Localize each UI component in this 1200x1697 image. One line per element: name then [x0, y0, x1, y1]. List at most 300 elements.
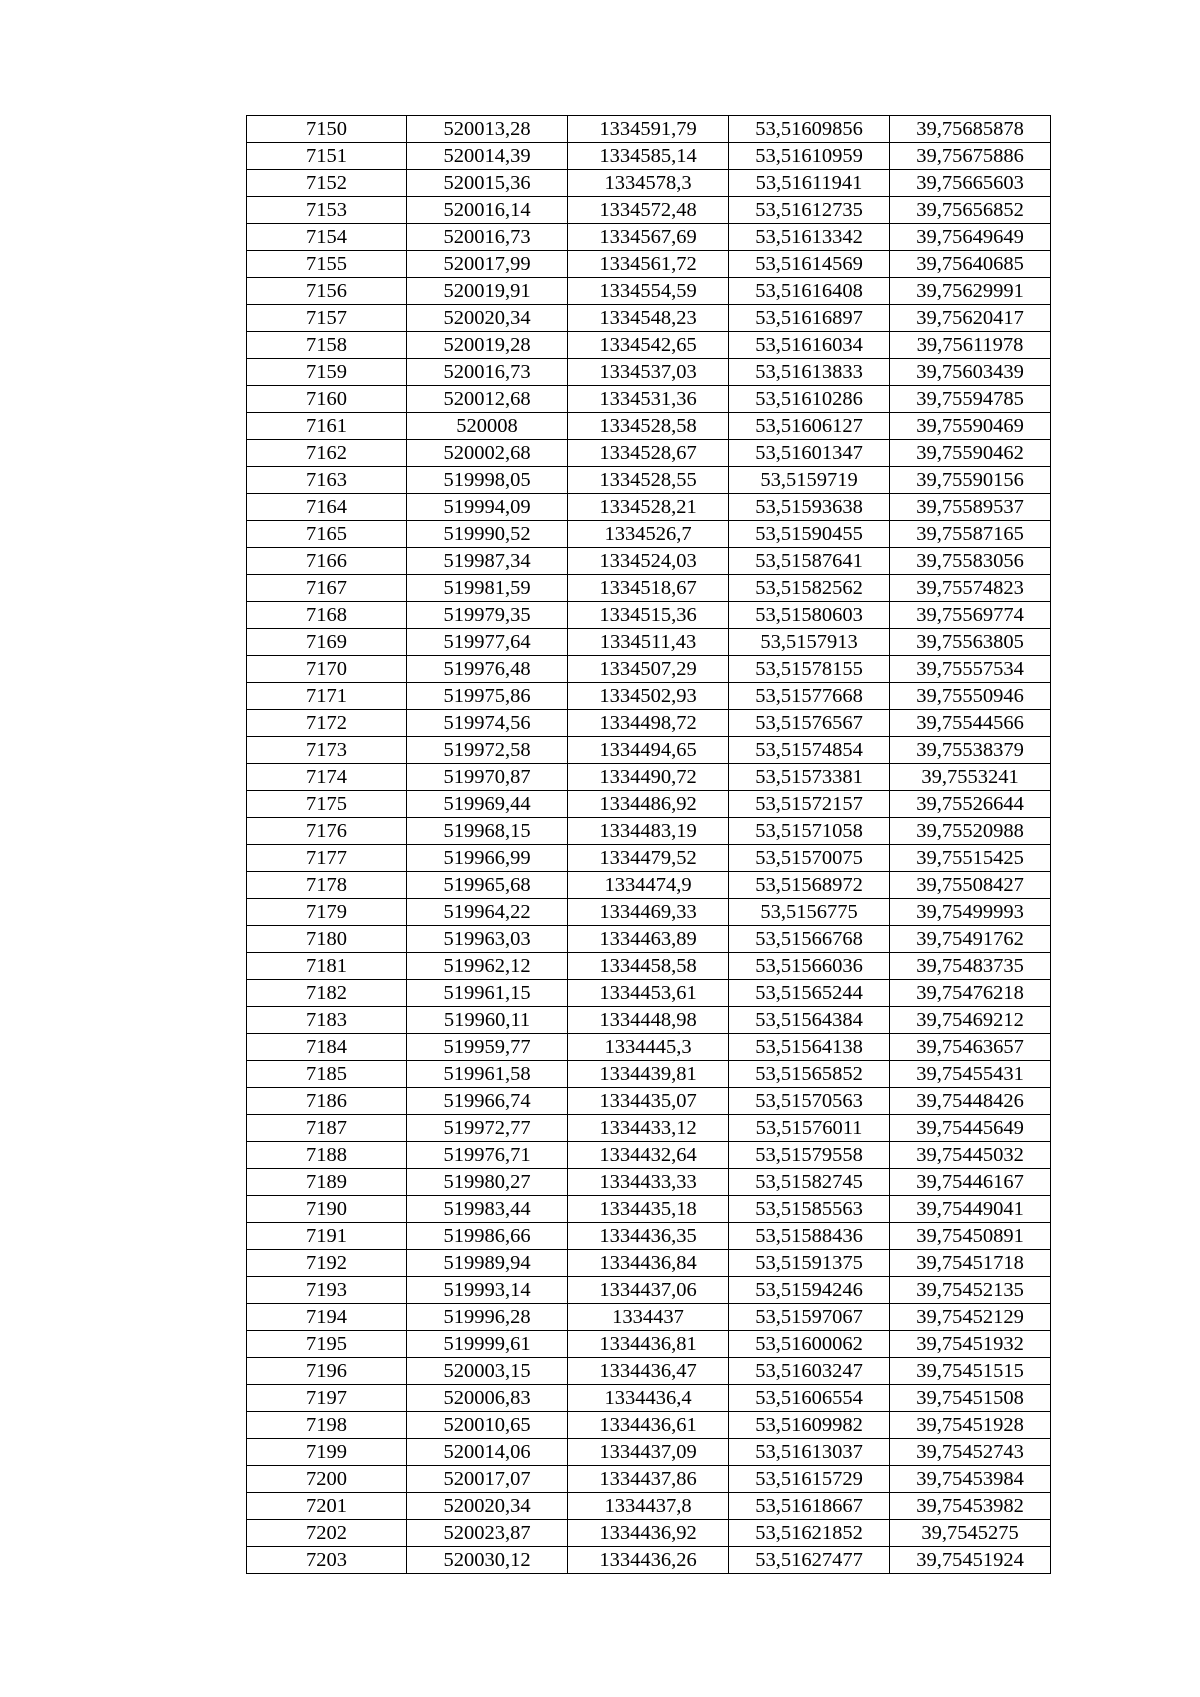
x-coordinate-cell: 520008 — [407, 413, 568, 440]
latitude-cell: 53,51582745 — [729, 1169, 890, 1196]
longitude-cell: 39,75455431 — [890, 1061, 1051, 1088]
x-coordinate-cell: 519980,27 — [407, 1169, 568, 1196]
x-coordinate-cell: 520006,83 — [407, 1385, 568, 1412]
latitude-cell: 53,5157913 — [729, 629, 890, 656]
table-row — [247, 980, 1051, 1007]
latitude-cell: 53,51576011 — [729, 1115, 890, 1142]
latitude-cell: 53,51587641 — [729, 548, 890, 575]
longitude-cell: 39,75451924 — [890, 1547, 1051, 1574]
x-coordinate-cell: 519975,86 — [407, 683, 568, 710]
latitude-cell: 53,51606554 — [729, 1385, 890, 1412]
point-number-cell: 7178 — [247, 872, 407, 899]
table-row — [247, 953, 1051, 980]
x-coordinate-cell: 520019,28 — [407, 332, 568, 359]
latitude-cell: 53,51609982 — [729, 1412, 890, 1439]
x-coordinate-cell: 519990,52 — [407, 521, 568, 548]
longitude-cell: 39,75452743 — [890, 1439, 1051, 1466]
y-coordinate-cell: 1334528,67 — [568, 440, 729, 467]
y-coordinate-cell: 1334511,43 — [568, 629, 729, 656]
y-coordinate-cell: 1334518,67 — [568, 575, 729, 602]
y-coordinate-cell: 1334479,52 — [568, 845, 729, 872]
table-row — [247, 251, 1051, 278]
x-coordinate-cell: 519981,59 — [407, 575, 568, 602]
table-row — [247, 1061, 1051, 1088]
longitude-cell: 39,75448426 — [890, 1088, 1051, 1115]
table-row — [247, 116, 1051, 143]
x-coordinate-cell: 520013,28 — [407, 116, 568, 143]
x-coordinate-cell: 520017,07 — [407, 1466, 568, 1493]
x-coordinate-cell: 520016,73 — [407, 359, 568, 386]
y-coordinate-cell: 1334469,33 — [568, 899, 729, 926]
x-coordinate-cell: 520003,15 — [407, 1358, 568, 1385]
x-coordinate-cell: 519993,14 — [407, 1277, 568, 1304]
latitude-cell: 53,51588436 — [729, 1223, 890, 1250]
latitude-cell: 53,51615729 — [729, 1466, 890, 1493]
table-row — [247, 1196, 1051, 1223]
table-row — [247, 1277, 1051, 1304]
coordinates-table — [246, 115, 1051, 1574]
y-coordinate-cell: 1334531,36 — [568, 386, 729, 413]
longitude-cell: 39,75451928 — [890, 1412, 1051, 1439]
x-coordinate-cell: 520019,91 — [407, 278, 568, 305]
point-number-cell: 7152 — [247, 170, 407, 197]
table-row — [247, 467, 1051, 494]
y-coordinate-cell: 1334436,4 — [568, 1385, 729, 1412]
point-number-cell: 7173 — [247, 737, 407, 764]
point-number-cell: 7163 — [247, 467, 407, 494]
x-coordinate-cell: 519965,68 — [407, 872, 568, 899]
table-row — [247, 1034, 1051, 1061]
table-row — [247, 278, 1051, 305]
y-coordinate-cell: 1334437 — [568, 1304, 729, 1331]
longitude-cell: 39,75656852 — [890, 197, 1051, 224]
point-number-cell: 7164 — [247, 494, 407, 521]
y-coordinate-cell: 1334436,61 — [568, 1412, 729, 1439]
longitude-cell: 39,75520988 — [890, 818, 1051, 845]
point-number-cell: 7162 — [247, 440, 407, 467]
y-coordinate-cell: 1334524,03 — [568, 548, 729, 575]
y-coordinate-cell: 1334494,65 — [568, 737, 729, 764]
table-row — [247, 494, 1051, 521]
y-coordinate-cell: 1334515,36 — [568, 602, 729, 629]
latitude-cell: 53,51597067 — [729, 1304, 890, 1331]
longitude-cell: 39,75589537 — [890, 494, 1051, 521]
y-coordinate-cell: 1334507,29 — [568, 656, 729, 683]
point-number-cell: 7191 — [247, 1223, 407, 1250]
point-number-cell: 7193 — [247, 1277, 407, 1304]
table-row — [247, 1520, 1051, 1547]
table-row — [247, 1142, 1051, 1169]
longitude-cell: 39,75469212 — [890, 1007, 1051, 1034]
longitude-cell: 39,75611978 — [890, 332, 1051, 359]
point-number-cell: 7170 — [247, 656, 407, 683]
table-row — [247, 818, 1051, 845]
table-row — [247, 386, 1051, 413]
y-coordinate-cell: 1334561,72 — [568, 251, 729, 278]
longitude-cell: 39,75538379 — [890, 737, 1051, 764]
longitude-cell: 39,75574823 — [890, 575, 1051, 602]
x-coordinate-cell: 519974,56 — [407, 710, 568, 737]
longitude-cell: 39,75665603 — [890, 170, 1051, 197]
latitude-cell: 53,51603247 — [729, 1358, 890, 1385]
y-coordinate-cell: 1334528,55 — [568, 467, 729, 494]
coordinates-table-body — [247, 116, 1051, 1574]
point-number-cell: 7172 — [247, 710, 407, 737]
x-coordinate-cell: 520014,06 — [407, 1439, 568, 1466]
x-coordinate-cell: 519963,03 — [407, 926, 568, 953]
x-coordinate-cell: 519966,99 — [407, 845, 568, 872]
table-row — [247, 1466, 1051, 1493]
point-number-cell: 7201 — [247, 1493, 407, 1520]
longitude-cell: 39,75515425 — [890, 845, 1051, 872]
latitude-cell: 53,51566768 — [729, 926, 890, 953]
latitude-cell: 53,51594246 — [729, 1277, 890, 1304]
point-number-cell: 7198 — [247, 1412, 407, 1439]
latitude-cell: 53,51613037 — [729, 1439, 890, 1466]
y-coordinate-cell: 1334567,69 — [568, 224, 729, 251]
point-number-cell: 7192 — [247, 1250, 407, 1277]
table-row — [247, 305, 1051, 332]
y-coordinate-cell: 1334572,48 — [568, 197, 729, 224]
table-row — [247, 1223, 1051, 1250]
longitude-cell: 39,75446167 — [890, 1169, 1051, 1196]
longitude-cell: 39,75640685 — [890, 251, 1051, 278]
point-number-cell: 7202 — [247, 1520, 407, 1547]
x-coordinate-cell: 519996,28 — [407, 1304, 568, 1331]
longitude-cell: 39,75445649 — [890, 1115, 1051, 1142]
latitude-cell: 53,51612735 — [729, 197, 890, 224]
table-row — [247, 521, 1051, 548]
latitude-cell: 53,51590455 — [729, 521, 890, 548]
longitude-cell: 39,75675886 — [890, 143, 1051, 170]
latitude-cell: 53,51565852 — [729, 1061, 890, 1088]
x-coordinate-cell: 520016,73 — [407, 224, 568, 251]
x-coordinate-cell: 519976,48 — [407, 656, 568, 683]
longitude-cell: 39,75587165 — [890, 521, 1051, 548]
latitude-cell: 53,51610286 — [729, 386, 890, 413]
x-coordinate-cell: 520030,12 — [407, 1547, 568, 1574]
longitude-cell: 39,75451718 — [890, 1250, 1051, 1277]
y-coordinate-cell: 1334433,12 — [568, 1115, 729, 1142]
table-row — [247, 1385, 1051, 1412]
table-row — [247, 1358, 1051, 1385]
table-row — [247, 764, 1051, 791]
y-coordinate-cell: 1334436,92 — [568, 1520, 729, 1547]
y-coordinate-cell: 1334498,72 — [568, 710, 729, 737]
longitude-cell: 39,75620417 — [890, 305, 1051, 332]
point-number-cell: 7155 — [247, 251, 407, 278]
latitude-cell: 53,51566036 — [729, 953, 890, 980]
latitude-cell: 53,51570075 — [729, 845, 890, 872]
point-number-cell: 7194 — [247, 1304, 407, 1331]
table-row — [247, 845, 1051, 872]
table-row — [247, 413, 1051, 440]
x-coordinate-cell: 519961,15 — [407, 980, 568, 1007]
longitude-cell: 39,75463657 — [890, 1034, 1051, 1061]
table-row — [247, 629, 1051, 656]
longitude-cell: 39,75544566 — [890, 710, 1051, 737]
x-coordinate-cell: 519972,58 — [407, 737, 568, 764]
x-coordinate-cell: 520015,36 — [407, 170, 568, 197]
y-coordinate-cell: 1334436,84 — [568, 1250, 729, 1277]
longitude-cell: 39,75583056 — [890, 548, 1051, 575]
table-row — [247, 791, 1051, 818]
x-coordinate-cell: 519977,64 — [407, 629, 568, 656]
x-coordinate-cell: 519987,34 — [407, 548, 568, 575]
x-coordinate-cell: 519999,61 — [407, 1331, 568, 1358]
y-coordinate-cell: 1334554,59 — [568, 278, 729, 305]
x-coordinate-cell: 519966,74 — [407, 1088, 568, 1115]
x-coordinate-cell: 520016,14 — [407, 197, 568, 224]
table-row — [247, 332, 1051, 359]
table-row — [247, 1412, 1051, 1439]
longitude-cell: 39,75569774 — [890, 602, 1051, 629]
x-coordinate-cell: 519968,15 — [407, 818, 568, 845]
latitude-cell: 53,51606127 — [729, 413, 890, 440]
point-number-cell: 7157 — [247, 305, 407, 332]
latitude-cell: 53,51568972 — [729, 872, 890, 899]
point-number-cell: 7203 — [247, 1547, 407, 1574]
y-coordinate-cell: 1334437,06 — [568, 1277, 729, 1304]
y-coordinate-cell: 1334436,47 — [568, 1358, 729, 1385]
x-coordinate-cell: 520023,87 — [407, 1520, 568, 1547]
latitude-cell: 53,51627477 — [729, 1547, 890, 1574]
latitude-cell: 53,51616034 — [729, 332, 890, 359]
latitude-cell: 53,5156775 — [729, 899, 890, 926]
longitude-cell: 39,75590469 — [890, 413, 1051, 440]
latitude-cell: 53,51565244 — [729, 980, 890, 1007]
point-number-cell: 7161 — [247, 413, 407, 440]
point-number-cell: 7156 — [247, 278, 407, 305]
longitude-cell: 39,75452135 — [890, 1277, 1051, 1304]
y-coordinate-cell: 1334463,89 — [568, 926, 729, 953]
x-coordinate-cell: 519994,09 — [407, 494, 568, 521]
point-number-cell: 7187 — [247, 1115, 407, 1142]
y-coordinate-cell: 1334528,58 — [568, 413, 729, 440]
table-row — [247, 1304, 1051, 1331]
longitude-cell: 39,7545275 — [890, 1520, 1051, 1547]
x-coordinate-cell: 519970,87 — [407, 764, 568, 791]
x-coordinate-cell: 519989,94 — [407, 1250, 568, 1277]
y-coordinate-cell: 1334483,19 — [568, 818, 729, 845]
x-coordinate-cell: 519964,22 — [407, 899, 568, 926]
table-row — [247, 872, 1051, 899]
x-coordinate-cell: 519979,35 — [407, 602, 568, 629]
point-number-cell: 7183 — [247, 1007, 407, 1034]
y-coordinate-cell: 1334528,21 — [568, 494, 729, 521]
table-row — [247, 1547, 1051, 1574]
x-coordinate-cell: 520010,65 — [407, 1412, 568, 1439]
point-number-cell: 7188 — [247, 1142, 407, 1169]
point-number-cell: 7184 — [247, 1034, 407, 1061]
point-number-cell: 7176 — [247, 818, 407, 845]
y-coordinate-cell: 1334445,3 — [568, 1034, 729, 1061]
longitude-cell: 39,75499993 — [890, 899, 1051, 926]
point-number-cell: 7171 — [247, 683, 407, 710]
latitude-cell: 53,51577668 — [729, 683, 890, 710]
table-row — [247, 710, 1051, 737]
y-coordinate-cell: 1334548,23 — [568, 305, 729, 332]
table-row — [247, 1439, 1051, 1466]
table-row — [247, 548, 1051, 575]
point-number-cell: 7175 — [247, 791, 407, 818]
table-row — [247, 1250, 1051, 1277]
y-coordinate-cell: 1334436,81 — [568, 1331, 729, 1358]
latitude-cell: 53,51570563 — [729, 1088, 890, 1115]
point-number-cell: 7179 — [247, 899, 407, 926]
latitude-cell: 53,51582562 — [729, 575, 890, 602]
y-coordinate-cell: 1334433,33 — [568, 1169, 729, 1196]
longitude-cell: 39,75590462 — [890, 440, 1051, 467]
latitude-cell: 53,51614569 — [729, 251, 890, 278]
table-row — [247, 359, 1051, 386]
point-number-cell: 7169 — [247, 629, 407, 656]
x-coordinate-cell: 519961,58 — [407, 1061, 568, 1088]
latitude-cell: 53,51572157 — [729, 791, 890, 818]
point-number-cell: 7196 — [247, 1358, 407, 1385]
x-coordinate-cell: 520020,34 — [407, 305, 568, 332]
table-row — [247, 143, 1051, 170]
longitude-cell: 39,75603439 — [890, 359, 1051, 386]
table-row — [247, 737, 1051, 764]
table-row — [247, 899, 1051, 926]
point-number-cell: 7158 — [247, 332, 407, 359]
point-number-cell: 7177 — [247, 845, 407, 872]
longitude-cell: 39,7553241 — [890, 764, 1051, 791]
longitude-cell: 39,75563805 — [890, 629, 1051, 656]
longitude-cell: 39,75449041 — [890, 1196, 1051, 1223]
point-number-cell: 7197 — [247, 1385, 407, 1412]
latitude-cell: 53,51580603 — [729, 602, 890, 629]
point-number-cell: 7165 — [247, 521, 407, 548]
latitude-cell: 53,51609856 — [729, 116, 890, 143]
longitude-cell: 39,75476218 — [890, 980, 1051, 1007]
longitude-cell: 39,75508427 — [890, 872, 1051, 899]
y-coordinate-cell: 1334435,07 — [568, 1088, 729, 1115]
latitude-cell: 53,51618667 — [729, 1493, 890, 1520]
y-coordinate-cell: 1334448,98 — [568, 1007, 729, 1034]
point-number-cell: 7154 — [247, 224, 407, 251]
point-number-cell: 7195 — [247, 1331, 407, 1358]
table-row — [247, 1088, 1051, 1115]
table-row — [247, 170, 1051, 197]
latitude-cell: 53,51574854 — [729, 737, 890, 764]
point-number-cell: 7167 — [247, 575, 407, 602]
x-coordinate-cell: 520014,39 — [407, 143, 568, 170]
longitude-cell: 39,75452129 — [890, 1304, 1051, 1331]
x-coordinate-cell: 519986,66 — [407, 1223, 568, 1250]
y-coordinate-cell: 1334537,03 — [568, 359, 729, 386]
latitude-cell: 53,51579558 — [729, 1142, 890, 1169]
table-row — [247, 1493, 1051, 1520]
point-number-cell: 7200 — [247, 1466, 407, 1493]
point-number-cell: 7199 — [247, 1439, 407, 1466]
y-coordinate-cell: 1334437,09 — [568, 1439, 729, 1466]
point-number-cell: 7181 — [247, 953, 407, 980]
latitude-cell: 53,51576567 — [729, 710, 890, 737]
x-coordinate-cell: 519998,05 — [407, 467, 568, 494]
x-coordinate-cell: 519983,44 — [407, 1196, 568, 1223]
latitude-cell: 53,51591375 — [729, 1250, 890, 1277]
y-coordinate-cell: 1334578,3 — [568, 170, 729, 197]
longitude-cell: 39,75445032 — [890, 1142, 1051, 1169]
table-row — [247, 1007, 1051, 1034]
longitude-cell: 39,75590156 — [890, 467, 1051, 494]
y-coordinate-cell: 1334585,14 — [568, 143, 729, 170]
x-coordinate-cell: 520012,68 — [407, 386, 568, 413]
longitude-cell: 39,75451932 — [890, 1331, 1051, 1358]
point-number-cell: 7180 — [247, 926, 407, 953]
latitude-cell: 53,51616897 — [729, 305, 890, 332]
x-coordinate-cell: 519960,11 — [407, 1007, 568, 1034]
y-coordinate-cell: 1334436,26 — [568, 1547, 729, 1574]
longitude-cell: 39,75453982 — [890, 1493, 1051, 1520]
table-row — [247, 602, 1051, 629]
longitude-cell: 39,75483735 — [890, 953, 1051, 980]
point-number-cell: 7185 — [247, 1061, 407, 1088]
table-row — [247, 224, 1051, 251]
latitude-cell: 53,51613342 — [729, 224, 890, 251]
point-number-cell: 7174 — [247, 764, 407, 791]
table-row — [247, 1331, 1051, 1358]
point-number-cell: 7168 — [247, 602, 407, 629]
y-coordinate-cell: 1334591,79 — [568, 116, 729, 143]
x-coordinate-cell: 519962,12 — [407, 953, 568, 980]
table-row — [247, 197, 1051, 224]
longitude-cell: 39,75550946 — [890, 683, 1051, 710]
y-coordinate-cell: 1334490,72 — [568, 764, 729, 791]
y-coordinate-cell: 1334526,7 — [568, 521, 729, 548]
y-coordinate-cell: 1334437,86 — [568, 1466, 729, 1493]
longitude-cell: 39,75557534 — [890, 656, 1051, 683]
longitude-cell: 39,75450891 — [890, 1223, 1051, 1250]
longitude-cell: 39,75451508 — [890, 1385, 1051, 1412]
latitude-cell: 53,51571058 — [729, 818, 890, 845]
longitude-cell: 39,75649649 — [890, 224, 1051, 251]
latitude-cell: 53,5159719 — [729, 467, 890, 494]
longitude-cell: 39,75526644 — [890, 791, 1051, 818]
longitude-cell: 39,75491762 — [890, 926, 1051, 953]
latitude-cell: 53,51610959 — [729, 143, 890, 170]
table-row — [247, 683, 1051, 710]
latitude-cell: 53,51601347 — [729, 440, 890, 467]
point-number-cell: 7189 — [247, 1169, 407, 1196]
latitude-cell: 53,51578155 — [729, 656, 890, 683]
point-number-cell: 7186 — [247, 1088, 407, 1115]
point-number-cell: 7159 — [247, 359, 407, 386]
table-row — [247, 926, 1051, 953]
y-coordinate-cell: 1334453,61 — [568, 980, 729, 1007]
point-number-cell: 7190 — [247, 1196, 407, 1223]
x-coordinate-cell: 520020,34 — [407, 1493, 568, 1520]
latitude-cell: 53,51585563 — [729, 1196, 890, 1223]
latitude-cell: 53,51564138 — [729, 1034, 890, 1061]
latitude-cell: 53,51564384 — [729, 1007, 890, 1034]
latitude-cell: 53,51573381 — [729, 764, 890, 791]
longitude-cell: 39,75453984 — [890, 1466, 1051, 1493]
table-row — [247, 656, 1051, 683]
point-number-cell: 7150 — [247, 116, 407, 143]
longitude-cell: 39,75685878 — [890, 116, 1051, 143]
x-coordinate-cell: 519959,77 — [407, 1034, 568, 1061]
x-coordinate-cell: 519976,71 — [407, 1142, 568, 1169]
point-number-cell: 7160 — [247, 386, 407, 413]
x-coordinate-cell: 520017,99 — [407, 251, 568, 278]
point-number-cell: 7182 — [247, 980, 407, 1007]
longitude-cell: 39,75629991 — [890, 278, 1051, 305]
table-row — [247, 440, 1051, 467]
latitude-cell: 53,51593638 — [729, 494, 890, 521]
